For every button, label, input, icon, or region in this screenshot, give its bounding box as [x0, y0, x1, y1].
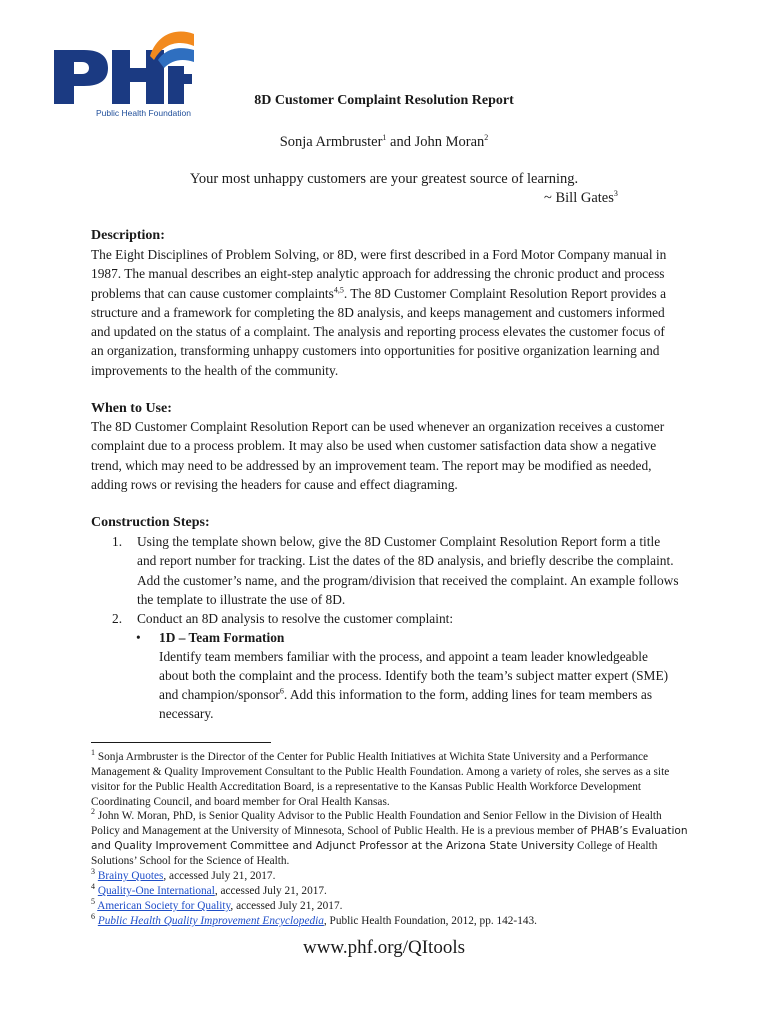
author-2-footnote-ref: 2	[484, 133, 489, 143]
footnote-4	[91, 884, 691, 899]
description-paragraph	[91, 245, 679, 380]
footnote-5	[91, 899, 691, 914]
footnote-5-number: 5	[91, 897, 95, 907]
footnote-4-number: 4	[91, 882, 95, 892]
authors-line	[0, 134, 768, 151]
footnote-5-text: , accessed July 21, 2017.	[230, 900, 343, 912]
footnote-6	[91, 914, 691, 929]
footnote-3	[91, 869, 691, 884]
author-1-footnote-ref: 1	[382, 133, 387, 143]
author-1: Sonja Armbruster	[279, 134, 383, 150]
footnote-2-number: 2	[91, 807, 95, 817]
footnote-4-link[interactable]: Quality-One International	[97, 885, 215, 897]
quote-author-name: ~ Bill Gates	[544, 190, 614, 206]
footnote-2-text-end: College of Health Solutions’ School for the Science of Health.	[91, 840, 658, 867]
authors-and: and	[386, 134, 415, 150]
description-text-2: . The 8D Customer Complaint Resolution Report provides a structure and a framework for completing the 8D analysis, and keeps management and customers informed and updated on the status of a complaint. The analysis and reporting process elevates the customer focus of an organization, transforming unhappy customers into opportunities for positive organization learning and improvements to the health of the community.	[91, 285, 667, 378]
epigraph-author	[544, 190, 618, 207]
epigraph-quote: Your most unhappy customers are your greatest source of learning.	[189, 171, 579, 187]
footnote-1	[91, 750, 691, 810]
team-formation-text	[159, 647, 679, 723]
footnote-1-text: Sonja Armbruster is the Director of the Center for Public Health Initiatives at Wichita State University and a Performance Management & Quality Improvement Consultant to the Public Health Foundation. Among a variety of roles, she serves as a site visitor for the Public Health Accreditation Board, is a representative to the Kansas Public Health Workforce Development Coordinating Council, and board member for Oral Health Kansas.	[91, 751, 670, 808]
description-footnote-ref: 4,5	[333, 285, 344, 295]
footnote-6-link[interactable]: Public Health Quality Improvement Encyclopedia	[97, 915, 324, 927]
footnote-2-text: John W. Moran, PhD, is Senior Quality Advisor to the Public Health Foundation and Senior Fellow in the Division of Health Policy and Management at the University of Minnesota, School of Public Health. He is a previous member	[91, 810, 662, 837]
footnote-6-number: 6	[91, 912, 95, 922]
when-to-use-paragraph: The 8D Customer Complaint Resolution Report can be used whenever an organization receives a customer complaint due to a process problem. It may also be used when customer satisfaction data show a negative trend, which may need to be addressed by an improvement team. The report may be modified as needed, adding rows or revising the headers for cause and effect diagraming.	[91, 419, 665, 492]
description-heading: Description:	[91, 228, 165, 243]
author-2: John Moran	[414, 134, 485, 150]
footnote-1-number: 1	[91, 748, 95, 758]
footnote-4-text: , accessed July 21, 2017.	[214, 885, 327, 897]
team-formation-footnote-ref: 6	[279, 686, 284, 696]
footnote-3-link[interactable]: Brainy Quotes	[97, 870, 164, 882]
bullet-dot: •	[136, 630, 141, 645]
team-formation-text-1: Identify team members familiar with the process, and appoint a team leader knowledgeable about both the complaint and the process. Identify both the team’s subject matter expert (SME) and champion/sponsor	[159, 649, 669, 702]
when-to-use-heading: When to Use:	[91, 401, 172, 416]
footnote-2	[91, 809, 691, 869]
step-2-text: Conduct an 8D analysis to resolve the customer complaint:	[137, 611, 454, 626]
logo-caption: Public Health Foundation	[96, 108, 191, 118]
page-title: 8D Customer Complaint Resolution Report	[254, 93, 514, 108]
step-1-number: 1.	[112, 534, 123, 549]
footnote-2-text-mono: of PHAB’s Evaluation and Quality Improvement Committee and Adjunct Professor at the Arizona State University	[91, 825, 688, 852]
quote-footnote-ref: 3	[613, 189, 618, 199]
footnote-3-number: 3	[91, 867, 95, 877]
step-1-text: Using the template shown below, give the 8D Customer Complaint Resolution Report form a title and report number for tracking. List the dates of the 8D analysis, and briefly describe the complaint. Add the customer’s name, and the program/division that received the complaint. An example follows the template to illustrate the use of 8D.	[137, 534, 679, 607]
team-formation-text-2: . Add this information to the form, adding lines for team members as necessary.	[159, 687, 653, 721]
footnote-3-text: , accessed July 21, 2017.	[163, 870, 276, 882]
footnote-6-text: , Public Health Foundation, 2012, pp. 142-143.	[323, 915, 537, 927]
description-text-1: The Eight Disciplines of Problem Solving, or 8D, were first described in a Ford Motor Company manual in 1987. The manual describes an eight-step analytic approach for addressing the chronic product and process problems that can cause customer complaints	[91, 247, 667, 301]
footnote-separator	[91, 742, 271, 743]
team-formation-label: 1D – Team Formation	[159, 630, 285, 645]
step-2-number: 2.	[112, 611, 123, 626]
footer-url: www.phf.org/QItools	[302, 937, 466, 958]
construction-heading: Construction Steps:	[91, 515, 210, 530]
footnote-5-link[interactable]: American Society for Quality	[97, 900, 231, 912]
